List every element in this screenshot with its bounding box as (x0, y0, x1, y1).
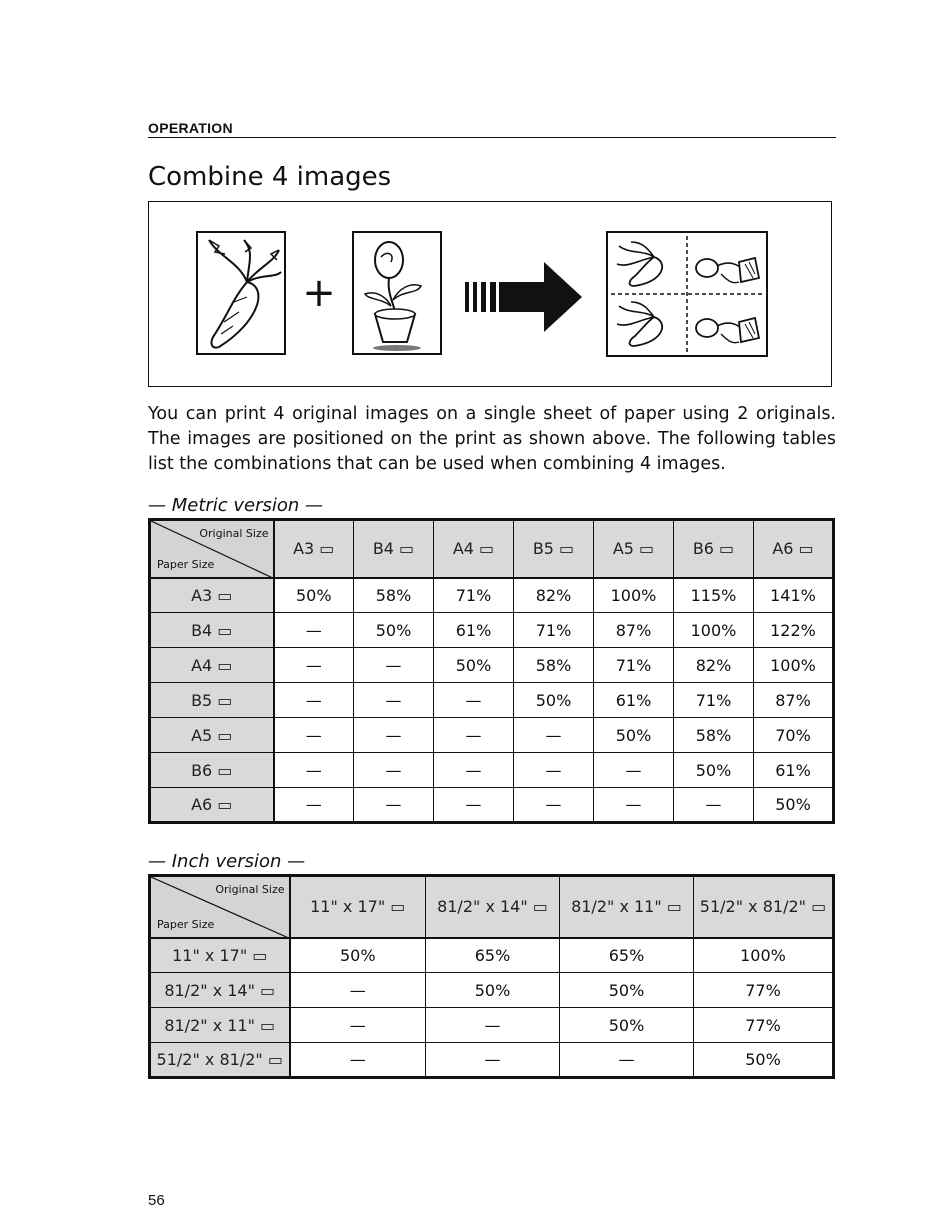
metric-row-header: A4 ▭ (150, 648, 274, 683)
metric-cell: 115% (674, 578, 754, 613)
inch-cell: 65% (560, 938, 694, 973)
table-row (150, 1043, 834, 1078)
table-row (150, 648, 834, 683)
plus-sign: + (302, 270, 336, 316)
metric-cell: — (274, 753, 354, 788)
metric-table (148, 518, 835, 824)
metric-cell: 82% (674, 648, 754, 683)
metric-row-header: A3 ▭ (150, 578, 274, 613)
inch-cell: 50% (426, 973, 560, 1008)
metric-row-header: B4 ▭ (150, 613, 274, 648)
metric-cell: 87% (754, 683, 834, 718)
metric-cell: — (594, 753, 674, 788)
inch-cell: 100% (694, 938, 834, 973)
table-row (150, 578, 834, 613)
metric-cell: 100% (674, 613, 754, 648)
inch-table (148, 874, 835, 1079)
inch-cell: 50% (290, 938, 426, 973)
inch-col-header: 51/2" x 81/2" ▭ (694, 876, 834, 938)
metric-cell: 61% (434, 613, 514, 648)
metric-cell: 50% (594, 718, 674, 753)
metric-col-header: A3 ▭ (274, 520, 354, 578)
inch-row-header: 51/2" x 81/2" ▭ (150, 1043, 290, 1078)
inch-row-header: 81/2" x 14" ▭ (150, 973, 290, 1008)
inch-cell: 50% (560, 973, 694, 1008)
metric-cell: — (354, 753, 434, 788)
inch-caption: — Inch version — (148, 851, 306, 872)
inch-row-header: 81/2" x 11" ▭ (150, 1008, 290, 1043)
table-row (150, 753, 834, 788)
table-row (150, 1008, 834, 1043)
inch-cell: — (426, 1008, 560, 1043)
original-size-label: Original Size (199, 527, 269, 540)
metric-cell: 50% (674, 753, 754, 788)
page-number: 56 (148, 1192, 165, 1209)
table-row (150, 613, 834, 648)
inch-cell: 50% (560, 1008, 694, 1043)
paper-size-label: Paper Size (157, 557, 215, 571)
metric-cell: 58% (514, 648, 594, 683)
metric-row-header: A5 ▭ (150, 718, 274, 753)
metric-cell: — (274, 788, 354, 823)
combined-result-icon (607, 232, 767, 356)
metric-cell: 50% (354, 613, 434, 648)
metric-cell: — (514, 718, 594, 753)
metric-cell: 70% (754, 718, 834, 753)
inch-cell: — (290, 1008, 426, 1043)
intro-paragraph: You can print 4 original images on a single sheet of paper using 2 originals. The images are positioned on the print as shown above. The following tables list the combinations that can be used when combining 4 images. (148, 404, 836, 474)
page-title: Combine 4 images (148, 162, 392, 192)
metric-cell: — (274, 683, 354, 718)
paper-size-label: Paper Size (157, 917, 215, 931)
metric-cell: — (434, 683, 514, 718)
metric-row-header: B6 ▭ (150, 753, 274, 788)
inch-cell: — (560, 1043, 694, 1078)
inch-cell: 77% (694, 973, 834, 1008)
metric-col-header: B4 ▭ (354, 520, 434, 578)
table-row (150, 718, 834, 753)
metric-cell: 100% (594, 578, 674, 613)
inch-cell: — (290, 1043, 426, 1078)
metric-cell: 50% (434, 648, 514, 683)
metric-cell: — (434, 718, 514, 753)
metric-cell: 50% (754, 788, 834, 823)
metric-row-header: B5 ▭ (150, 683, 274, 718)
metric-cell: — (434, 788, 514, 823)
inch-col-header: 81/2" x 14" ▭ (426, 876, 560, 938)
inch-cell: — (426, 1043, 560, 1078)
metric-cell: 141% (754, 578, 834, 613)
metric-cell: — (354, 788, 434, 823)
metric-cell: 71% (514, 613, 594, 648)
metric-cell: 100% (754, 648, 834, 683)
metric-cell: — (274, 718, 354, 753)
metric-col-header: B6 ▭ (674, 520, 754, 578)
metric-col-header: A5 ▭ (594, 520, 674, 578)
metric-cell: — (434, 753, 514, 788)
metric-cell: 71% (594, 648, 674, 683)
metric-cell: — (274, 613, 354, 648)
arrow-icon (465, 262, 582, 332)
metric-cell: 58% (674, 718, 754, 753)
metric-cell: 58% (354, 578, 434, 613)
metric-cell: 50% (274, 578, 354, 613)
inch-col-header: 81/2" x 11" ▭ (560, 876, 694, 938)
table-row (150, 788, 834, 823)
metric-cell: — (274, 648, 354, 683)
table-row (150, 938, 834, 973)
metric-cell: — (514, 753, 594, 788)
metric-cell: 71% (434, 578, 514, 613)
section-header: OPERATION (148, 120, 836, 138)
metric-cell: — (594, 788, 674, 823)
metric-cell: — (354, 683, 434, 718)
metric-caption: — Metric version — (148, 495, 324, 516)
metric-cell: 122% (754, 613, 834, 648)
metric-col-header: B5 ▭ (514, 520, 594, 578)
metric-cell: 50% (514, 683, 594, 718)
metric-cell: 61% (594, 683, 674, 718)
illustration-canvas (149, 202, 833, 388)
metric-col-header: A4 ▭ (434, 520, 514, 578)
inch-corner-header (150, 876, 290, 938)
inch-cell: 50% (694, 1043, 834, 1078)
metric-cell: — (354, 648, 434, 683)
table-row (150, 683, 834, 718)
inch-row-header: 11" x 17" ▭ (150, 938, 290, 973)
metric-row-header: A6 ▭ (150, 788, 274, 823)
inch-cell: 65% (426, 938, 560, 973)
metric-cell: — (674, 788, 754, 823)
metric-cell: 87% (594, 613, 674, 648)
metric-cell: — (514, 788, 594, 823)
inch-col-header: 11" x 17" ▭ (290, 876, 426, 938)
metric-corner-header (150, 520, 274, 578)
inch-cell: — (290, 973, 426, 1008)
illustration-figure (148, 201, 832, 387)
metric-cell: 82% (514, 578, 594, 613)
radish-original-icon (197, 232, 285, 354)
metric-col-header: A6 ▭ (754, 520, 834, 578)
inch-cell: 77% (694, 1008, 834, 1043)
original-size-label: Original Size (215, 883, 285, 896)
flower-pot-original-icon (353, 232, 441, 354)
metric-cell: 61% (754, 753, 834, 788)
metric-cell: — (354, 718, 434, 753)
table-row (150, 973, 834, 1008)
metric-cell: 71% (674, 683, 754, 718)
